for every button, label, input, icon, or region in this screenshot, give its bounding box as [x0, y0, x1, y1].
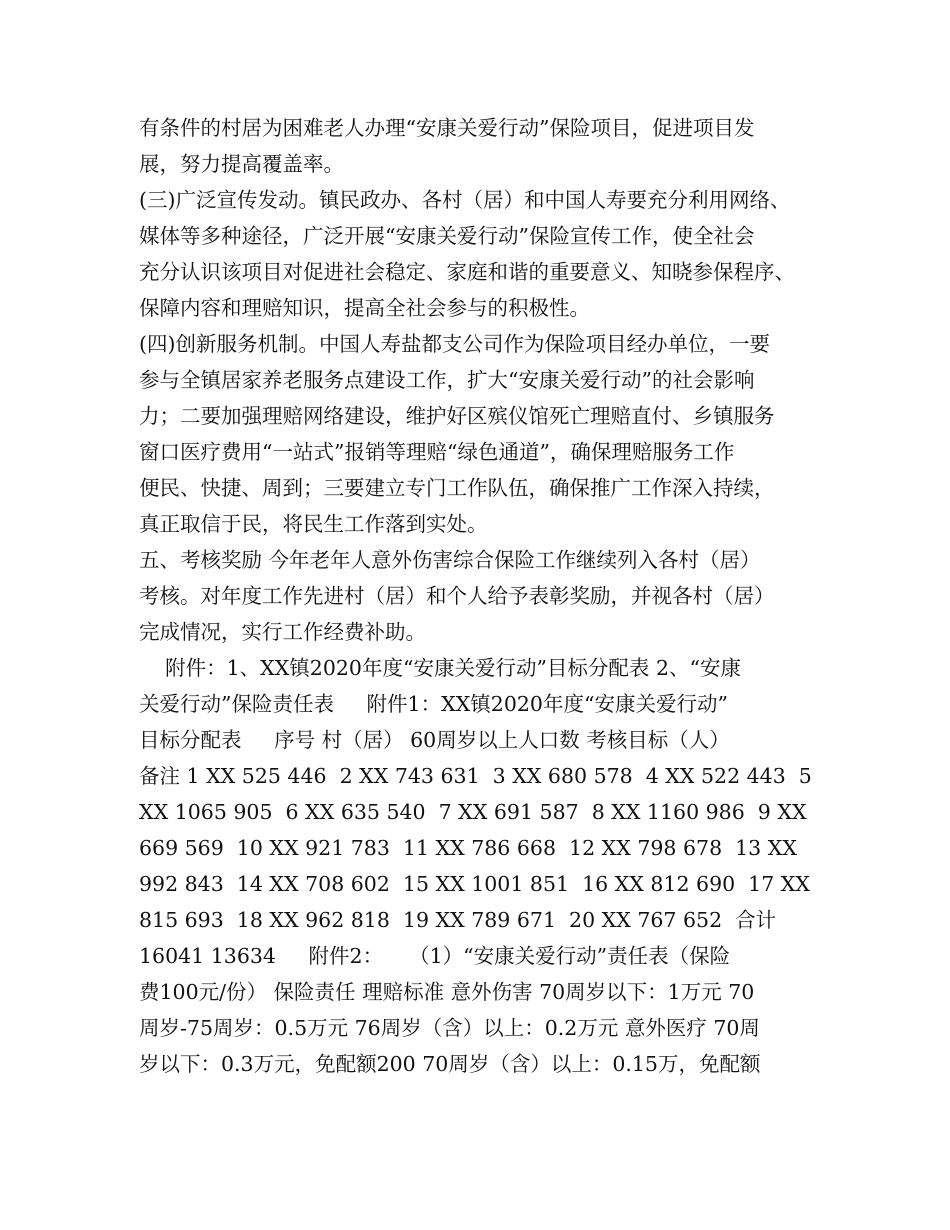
text-line: 考核。对年度工作先进村（居）和个人给予表彰奖励，并视各村（居）: [139, 584, 775, 608]
text-line: 完成情况，实行工作经费补助。: [139, 620, 426, 644]
text-line: 媒体等多种途径，广泛开展“安康关爱行动”保险宣传工作，使全社会: [139, 224, 755, 248]
text-line: 669 569 10 XX 921 783 11 XX 786 668 12 XX 798 678 13 XX: [139, 836, 797, 860]
text-line: 五、考核奖励 今年老年人意外伤害综合保险工作继续列入各村（居）: [139, 548, 761, 572]
text-line: 岁以下：0.3万元，免配额200 70周岁（含）以上：0.15万，免配额: [139, 1052, 761, 1076]
text-line: 备注 1 XX 525 446 2 XX 743 631 3 XX 680 578 4 XX 522 443 5: [139, 764, 812, 788]
text-line: (三)广泛宣传发动。镇民政办、各村（居）和中国人寿要充分利用网络、: [139, 188, 791, 212]
text-line: 力；二要加强理赔网络建设，维护好区殡仪馆死亡理赔直付、乡镇服务: [139, 404, 775, 428]
text-line: 周岁-75周岁：0.5万元 76周岁（含）以上：0.2万元 意外医疗 70周: [139, 1016, 760, 1040]
text-line: 保障内容和理赔知识，提高全社会参与的积极性。: [139, 296, 590, 320]
text-line: 参与全镇居家养老服务点建设工作，扩大“安康关爱行动”的社会影响: [139, 368, 755, 392]
text-line: 便民、快捷、周到；三要建立专门工作队伍，确保推广工作深入持续，: [139, 476, 775, 500]
text-line: 目标分配表 序号 村（居） 60周岁以上人口数 考核目标（人）: [139, 728, 730, 752]
document-body: [139, 110, 819, 1082]
text-line: 附件：1、XX镇2020年度“安康关爱行动”目标分配表 2、“安康: [139, 656, 741, 680]
text-line: 窗口医疗费用“一站式”报销等理赔“绿色通道”，确保理赔服务工作: [139, 440, 735, 464]
text-line: (四)创新服务机制。中国人寿盐都支公司作为保险项目经办单位，一要: [139, 332, 770, 356]
text-line: XX 1065 905 6 XX 635 540 7 XX 691 587 8 XX 1160 986 9 XX: [139, 800, 807, 824]
text-line: 815 693 18 XX 962 818 19 XX 789 671 20 XX 767 652 合计: [139, 908, 777, 932]
text-line: 有条件的村居为困难老人办理“安康关爱行动”保险项目，促进项目发: [139, 116, 755, 140]
text-line: 关爱行动”保险责任表 附件1：XX镇2020年度“安康关爱行动”: [139, 692, 728, 716]
text-line: 真正取信于民，将民生工作落到实处。: [139, 512, 488, 536]
text-line: 992 843 14 XX 708 602 15 XX 1001 851 16 XX 812 690 17 XX: [139, 872, 810, 896]
text-line: 16041 13634 附件2： （1）“安康关爱行动”责任表（保险: [139, 944, 731, 968]
text-line: 充分认识该项目对促进社会稳定、家庭和谐的重要意义、知晓参保程序、: [139, 260, 795, 284]
text-line: 费100元/份） 保险责任 理赔标准 意外伤害 70周岁以下：1万元 70: [139, 980, 755, 1004]
text-line: 展，努力提高覆盖率。: [139, 152, 344, 176]
